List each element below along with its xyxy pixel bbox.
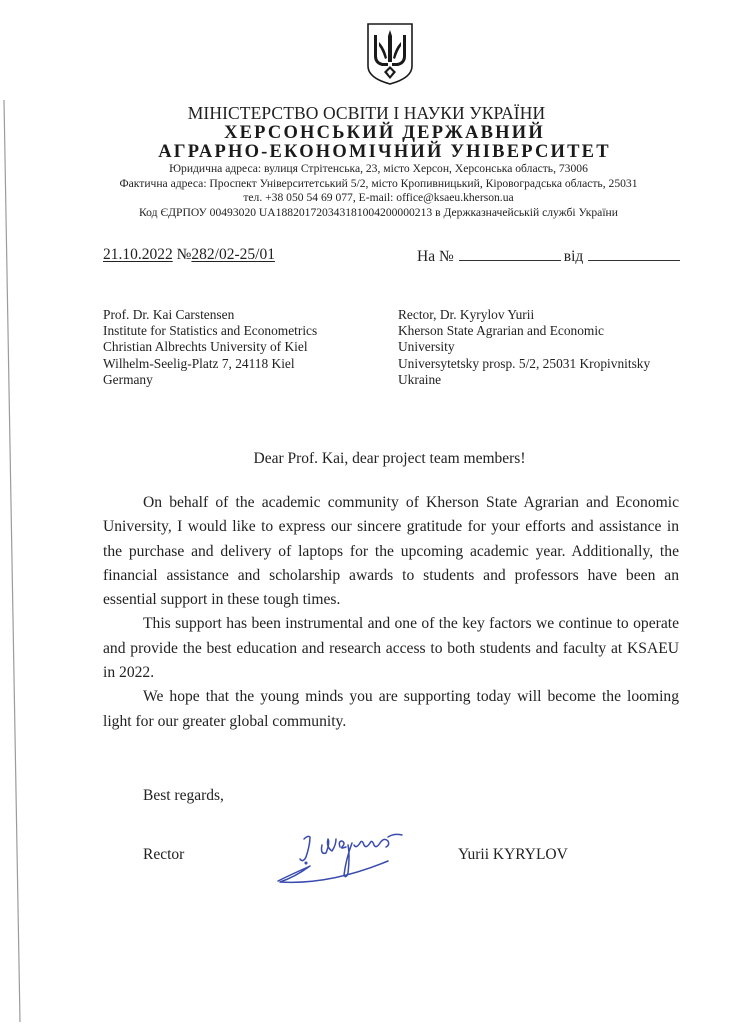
signatory-title: Rector — [143, 846, 185, 863]
actual-address: Фактична адреса: Проспект Університетський 5/2, місто Кропивницький, Кіровоградська область, 25031 — [119, 176, 638, 190]
contact-info: тел. +38 050 54 69 077, E-mail: office@ksaeu.kherson.ua — [243, 191, 514, 204]
ministry-title: МІНІСТЕРСТВО ОСВІТИ І НАУКИ УКРАЇНИ — [187, 103, 546, 123]
sender-line: Rector, Dr. Kyrylov Yurii — [398, 307, 535, 322]
reply-number-blank — [459, 246, 561, 261]
trident-emblem-icon — [365, 22, 415, 86]
recipient-address — [103, 307, 317, 388]
recipient-line: Prof. Dr. Kai Carstensen — [103, 307, 235, 322]
letter-date: 21.10.2022 — [103, 246, 173, 263]
number-sign: № — [176, 246, 192, 263]
recipient-line: Christian Albrechts University of Kiel — [103, 339, 308, 355]
legal-address: Юридична адреса: вулиця Стрітенська, 23, місто Херсон, Херсонська область, 73006 — [169, 162, 588, 175]
reply-to-label: На № — [417, 248, 454, 265]
recipient-line: Institute for Statistics and Econometrics — [103, 323, 318, 339]
registry-code: Код ЄДРПОУ 00493020 UA188201720343181004200000213 в Держказначейській службі України — [139, 205, 618, 219]
incoming-reference — [417, 246, 680, 266]
letter-body — [103, 491, 679, 734]
body-paragraph: This support has been instrumental and one of the key factors we continue to operate and provide the best education and research access to both students and faculty at KSAEU in 2022. — [103, 615, 679, 682]
closing: Best regards, — [143, 787, 224, 804]
university-name-line-1: ХЕРСОНСЬКИЙ ДЕРЖАВНИЙ — [224, 123, 545, 143]
sender-line: Ukraine — [398, 371, 442, 387]
body-paragraph: We hope that the young minds you are supporting today will become the looming light for our greater global community. — [103, 688, 679, 730]
university-name-line-2: АГРАРНО-ЕКОНОМІЧНИЙ УНІВЕРСИТЕТ — [158, 142, 611, 162]
outgoing-reference — [103, 246, 275, 264]
sender-line: Kherson State Agrarian and Economic — [398, 323, 605, 339]
recipient-line: Wilhelm-Seelig-Platz 7, 24118 Kiel — [103, 355, 295, 371]
salutation: Dear Prof. Kai, dear project team members! — [253, 450, 526, 467]
handwritten-signature-icon — [270, 825, 420, 887]
sender-line: Universytetsky prosp. 5/2, 25031 Kropivnitsky — [398, 355, 651, 371]
sender-line: University — [398, 339, 455, 355]
recipient-line: Germany — [103, 371, 153, 387]
sender-address — [398, 307, 650, 388]
signatory-name: Yurii KYRYLOV — [458, 846, 568, 863]
reply-date-blank — [588, 246, 680, 261]
letter-number: 282/02-25/01 — [191, 246, 275, 263]
from-label: від — [563, 248, 584, 265]
body-paragraph: On behalf of the academic community of Kherson State Agrarian and Economic University, I would like to express our sincere gratitude for your efforts and assistance in the purchase and delivery of laptops for the upcoming academic year. Additionally, the financial assistance and scholarship awards to students and professors have been an essential support in these tough times. — [103, 494, 679, 609]
